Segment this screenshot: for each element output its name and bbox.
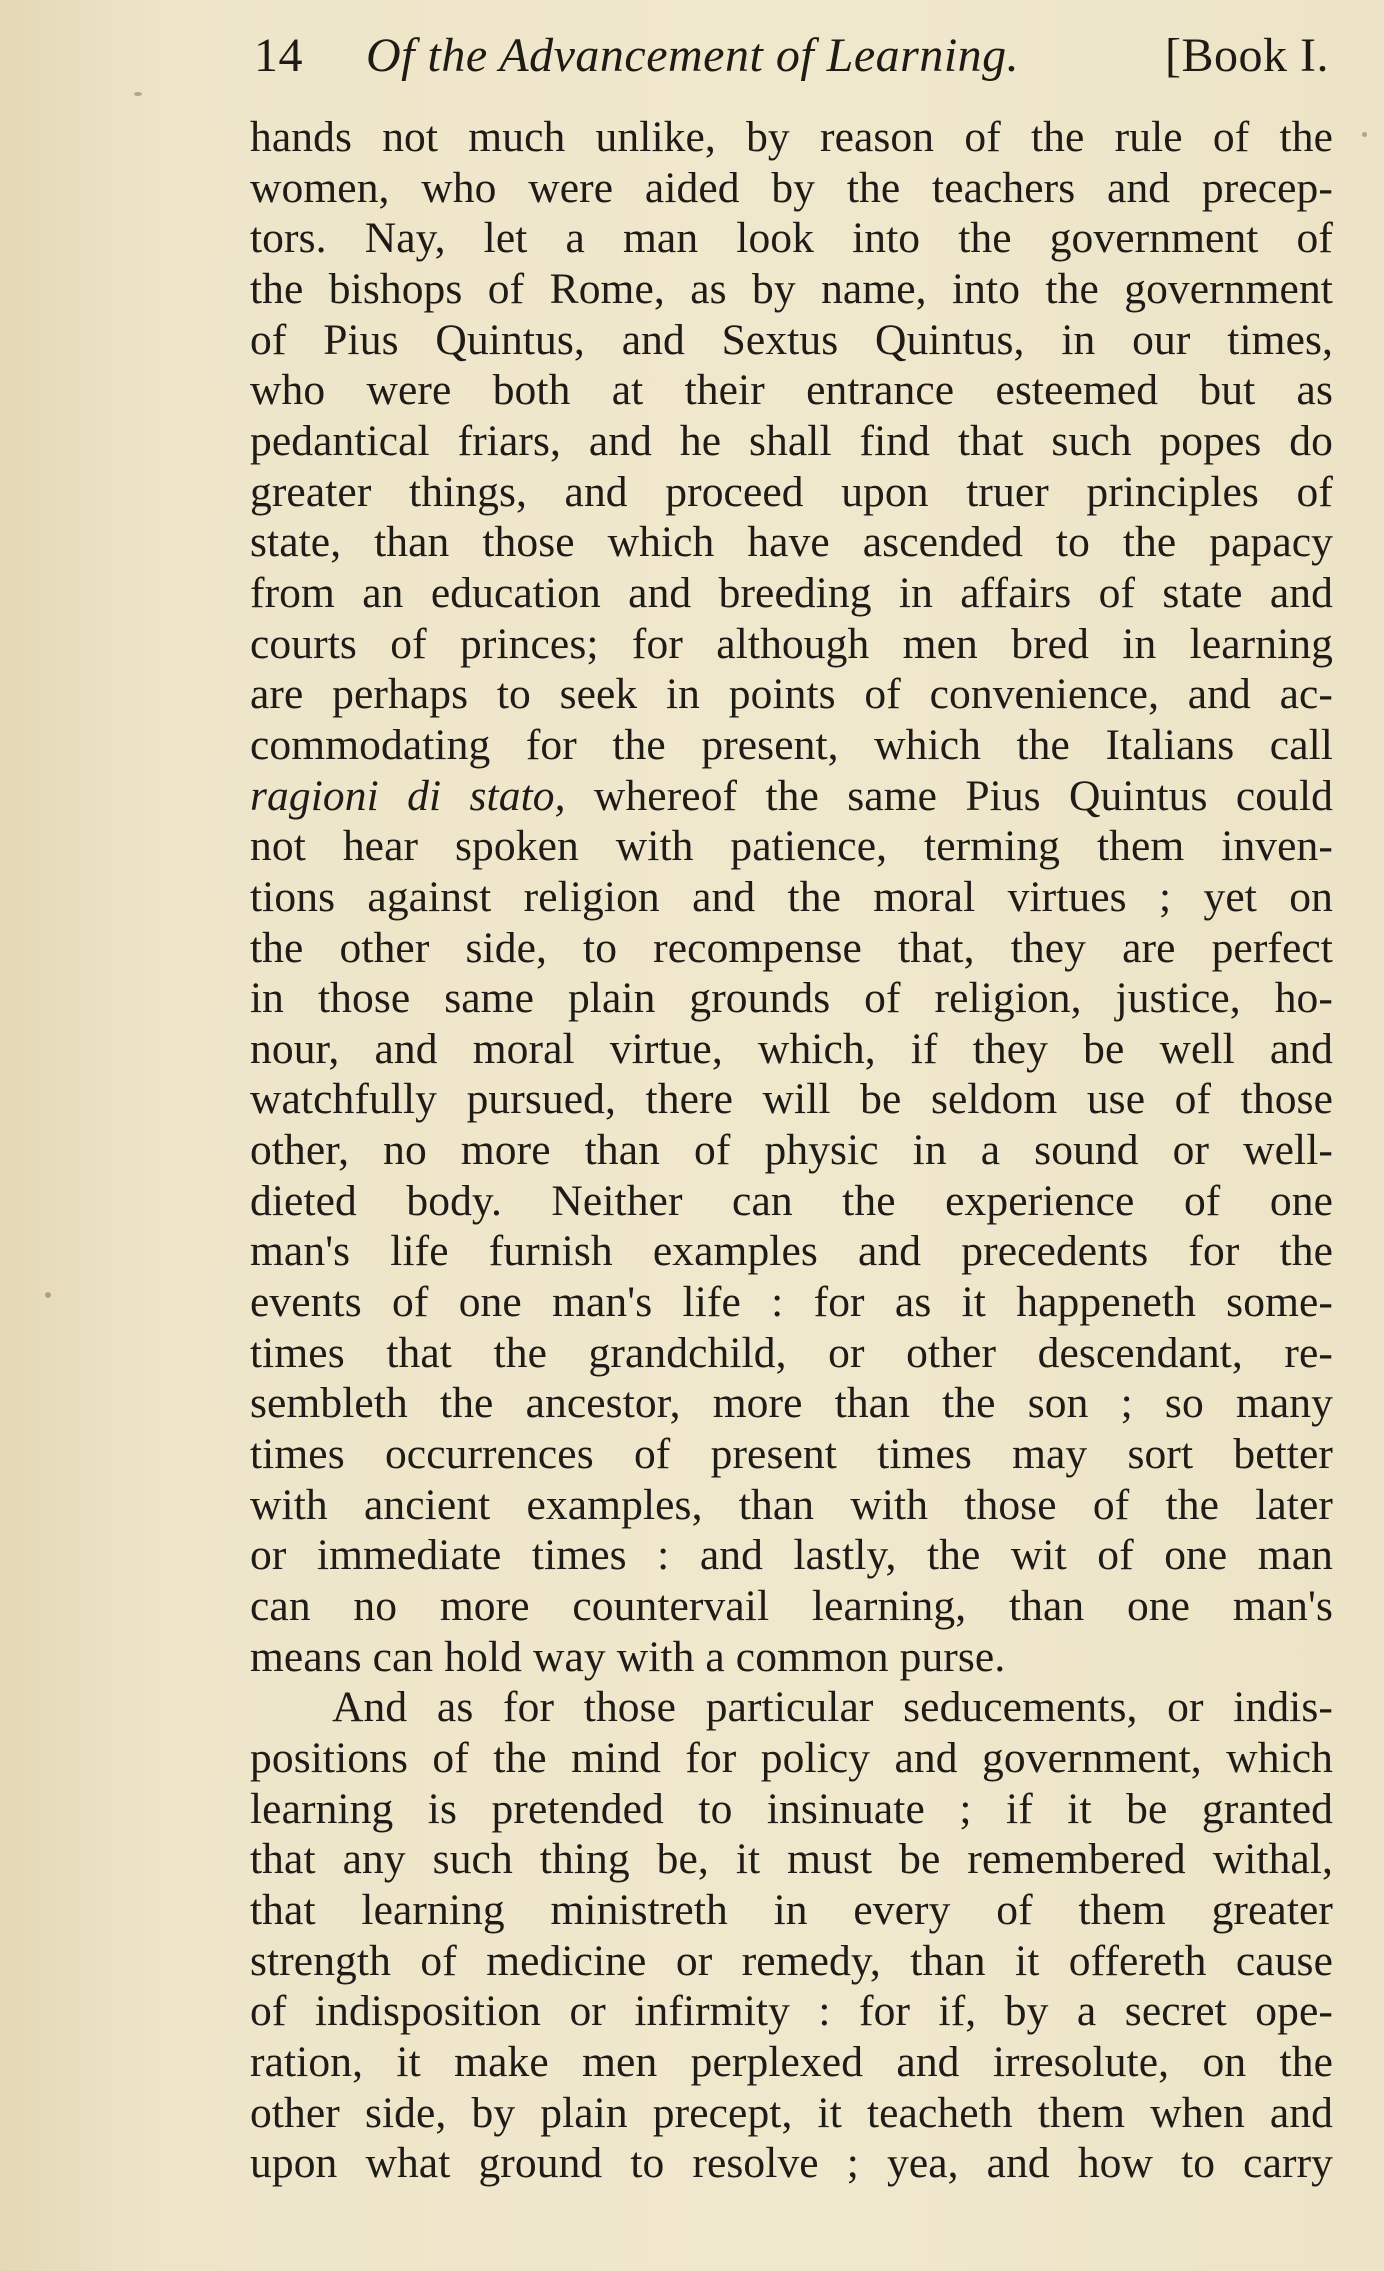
italic-phrase: ragioni di stato, (250, 771, 566, 820)
page-number: 14 (254, 29, 303, 82)
text-line: from an education and breeding in affairs of state and (250, 568, 1333, 617)
text-line: courts of princes; for although men bred in learning (250, 619, 1333, 668)
text-line: can no more countervail learning, than one man's (250, 1582, 1333, 1631)
running-title: Of the Advancement of Learning. (366, 29, 1020, 82)
text-line: other, no more than of physic in a sound or well- (250, 1126, 1333, 1175)
text-line: nour, and moral virtue, which, if they be well and (250, 1024, 1333, 1073)
text-line: of indisposition or infirmity : for if, by a secret ope- (250, 1987, 1333, 2036)
text-line-with-italic (250, 771, 1333, 822)
text-line: upon what ground to resolve ; yea, and how to carry (250, 2139, 1333, 2188)
text-line: greater things, and proceed upon truer principles of (250, 467, 1333, 516)
text-line: state, than those which have ascended to the papacy (250, 518, 1333, 567)
text-line: ration, it make men perplexed and irresolute, on the (250, 2037, 1333, 2086)
text-line: sembleth the ancestor, more than the son ; so many (250, 1379, 1333, 1428)
text-line: positions of the mind for policy and government, which (250, 1734, 1333, 1782)
text-line: man's life furnish examples and precedents for the (250, 1227, 1333, 1276)
page-speck-3 (1362, 132, 1367, 137)
text-line: tors. Nay, let a man look into the government of (250, 214, 1333, 263)
text-line: who were both at their entrance esteemed but as (250, 366, 1333, 415)
text-line: that learning ministreth in every of them greater (250, 1885, 1333, 1934)
text-line: with ancient examples, than with those of the later (250, 1480, 1333, 1529)
text-line: that any such thing be, it must be remembered withal, (250, 1835, 1333, 1884)
text-line: times that the grandchild, or other descendant, re- (250, 1328, 1333, 1377)
text-line: women, who were aided by the teachers and precep- (250, 163, 1333, 212)
running-header (254, 28, 1334, 98)
text-line: learning is pretended to insinuate ; if it be granted (250, 1784, 1333, 1833)
text-line: means can hold way with a common purse. (250, 1632, 1006, 1681)
main-text (250, 112, 1333, 2189)
text-line: the other side, to recompense that, they are perfect (250, 923, 1333, 972)
text-fragment: whereof the same Pius Quintus could (565, 771, 1333, 820)
text-line: times occurrences of present times may sort better (250, 1430, 1333, 1479)
text-line: watchfully pursued, there will be seldom use of those (250, 1075, 1333, 1124)
text-line: hands not much unlike, by reason of the rule of the (250, 113, 1333, 161)
book-reference: [Book I. (1165, 29, 1329, 82)
paragraph-1 (250, 112, 1333, 1682)
text-line: or immediate times : and lastly, the wit of one man (250, 1531, 1333, 1580)
text-line: not hear spoken with patience, terming them inven- (250, 822, 1333, 871)
page-speck-1 (134, 92, 142, 96)
text-line: strength of medicine or remedy, than it offereth cause (250, 1936, 1333, 1985)
text-line: And as for those particular seducements, or indis- (332, 1683, 1333, 1732)
text-line: events of one man's life : for as it happeneth some- (250, 1278, 1333, 1327)
page-speck-2 (45, 1292, 51, 1298)
text-line: pedantical friars, and he shall find that such popes do (250, 416, 1333, 465)
text-line: in those same plain grounds of religion, justice, ho- (250, 974, 1333, 1023)
paragraph-2 (250, 1682, 1333, 2189)
text-line: tions against religion and the moral virtues ; yet on (250, 872, 1333, 921)
text-line: dieted body. Neither can the experience of one (250, 1176, 1333, 1225)
text-line: commodating for the present, which the Italians call (250, 720, 1333, 769)
text-line: are perhaps to seek in points of convenience, and ac- (250, 670, 1333, 719)
text-line: of Pius Quintus, and Sextus Quintus, in our times, (250, 315, 1333, 364)
text-line: other side, by plain precept, it teacheth them when and (250, 2088, 1333, 2137)
text-line: the bishops of Rome, as by name, into the government (250, 264, 1333, 313)
